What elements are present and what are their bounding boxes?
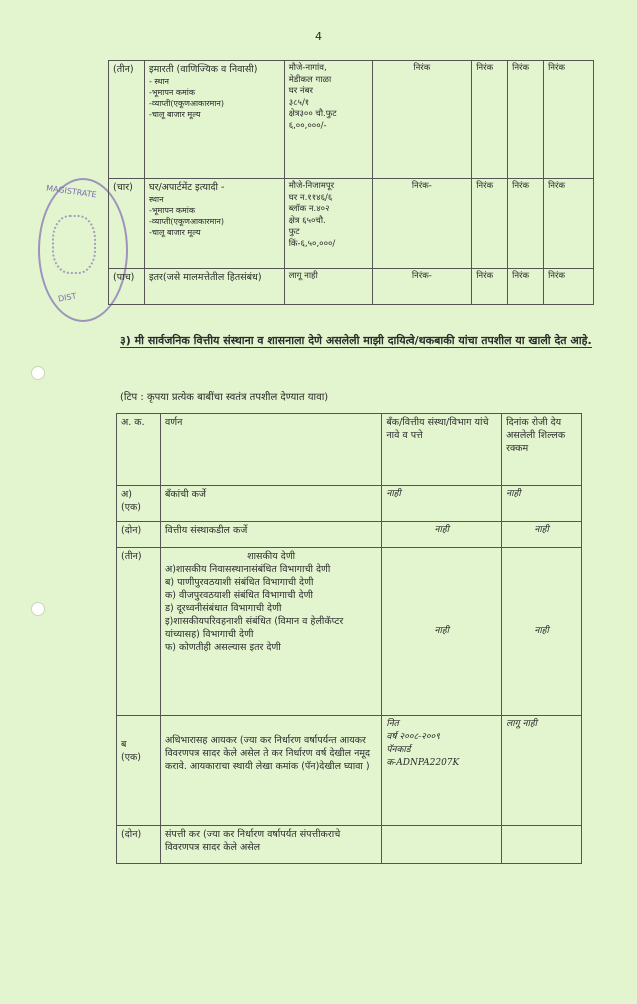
asset-location: लागू नाही [284, 269, 372, 305]
row-description: शासकीय देणी अ)शासकीय निवासस्थानासंबंधित विभागाची देणी ब) पाणीपुरवठयाशी संबंधित विभागाची देणी क) वीजपुरवठयाशी संबंधित विभागाची देणी ड) दूरध्वनीसंबंधात विभागाची देणी इ)शासकीयपरिवहनाशी संबंधित (विमान व हेलीकॅप्टर यांच्यासह) विभागाची देणी फ) कोणतीही असल्यास इतर देणी [160, 548, 381, 716]
row-description: बॅंकांची कर्जे [160, 486, 381, 522]
cell: निरंक [472, 61, 508, 179]
row-due: नाही [502, 548, 582, 716]
row-due [502, 826, 582, 864]
punch-hole [31, 366, 45, 380]
cell: निरंक [508, 61, 544, 179]
row-bank: नित वर्ष २००८-२००९ पॅनकार्ड क-ADNPA2207K [382, 716, 502, 826]
assets-table [108, 60, 594, 305]
row-description: अधिभारासह आयकर (ज्या कर निर्धारण वर्षापर्यन्त आयकर विवरणपत्र सादर केले असेल ते कर निर्धारण वर्ष देखील नमूद करावे. आयकाराचा स्थायी लेखा कमांक (पॅन)देखील घ्यावा ) [160, 716, 381, 826]
row-number: अ) (एक) [117, 486, 161, 522]
table-header-row [117, 414, 582, 486]
row-number: (दोन) [117, 522, 161, 548]
table-row [109, 61, 594, 179]
section-note: (टिप : कृपया प्रत्येक बाबींचा स्वतंत्र तपशील देण्यात यावा) [120, 392, 329, 403]
cell: निरंक [544, 179, 594, 269]
cell: निरंक [544, 269, 594, 305]
asset-description: इमारती (वाणिज्यिक व निवासी) - स्थान -भूमापन कमांक -व्याप्ती(एकूणआकारमान) -चालू बाजार मूल्य [144, 61, 284, 179]
table-row [109, 269, 594, 305]
row-number: (चार) [109, 179, 145, 269]
header-number: अ. क. [117, 414, 161, 486]
cell: निरंक- [372, 179, 472, 269]
liabilities-table [116, 413, 582, 864]
row-due: लागू नाही [502, 716, 582, 826]
row-bank: नाही [382, 548, 502, 716]
table-row [117, 522, 582, 548]
header-description: वर्णन [160, 414, 381, 486]
seal-bottom-text: DIST [57, 291, 78, 304]
row-description: संपत्ती कर (ज्या कर निर्धारण वर्षापर्यत संपत्तीकराचे विवरणपत्र सादर केले असेल [160, 826, 381, 864]
row-due: नाही [502, 486, 582, 522]
table-row [117, 486, 582, 522]
emblem-icon [52, 215, 96, 274]
header-due: दिनांक रोजी देय असलेली शिल्लक रक्कम [502, 414, 582, 486]
asset-description: इतर(जसे मालमत्तेतील हितसंबंध) [144, 269, 284, 305]
cell: निरंक [472, 269, 508, 305]
cell: निरंक [508, 179, 544, 269]
row-description: वित्तीय संस्थाकडील कर्जे [160, 522, 381, 548]
row-bank: नाही [382, 486, 502, 522]
header-bank: बॅंक/वित्तीय संस्था/विभाग यांचे नावे व पत्ते [382, 414, 502, 486]
row-bank [382, 826, 502, 864]
cell: निरंक [544, 61, 594, 179]
asset-location: मौजे-निजामपूर घर न.११४६/६ ब्लॉक न.४०२ क्षेत्र ६५०चौ. फुट किं-६,५०,०००/ [284, 179, 372, 269]
cell: निरंक- [372, 269, 472, 305]
row-number: (तीन) [109, 61, 145, 179]
row-number: ब (एक) [117, 716, 161, 826]
section-heading: ३) मी सार्वजनिक वित्तीय संस्थाना व शासनाला देणे असलेली माझी दायित्वे/थकबाकी यांचा तपशील या खाली देत आहे. [120, 334, 592, 347]
cell: निरंक [372, 61, 472, 179]
seal-top-text: MAGISTRATE [45, 183, 98, 200]
table-row [117, 548, 582, 716]
row-bank: नाही [382, 522, 502, 548]
cell: निरंक [508, 269, 544, 305]
table-row [117, 826, 582, 864]
table-row [117, 716, 582, 826]
asset-description: घर/अपार्टमेंट इत्यादी - स्थान -भूमापन कमांक -व्याप्ती(एकूणआकारमान) -चालू बाजार मूल्य [144, 179, 284, 269]
row-number: (तीन) [117, 548, 161, 716]
cell: निरंक [472, 179, 508, 269]
table-row [109, 179, 594, 269]
asset-location: मौजे-नागांव, मेडीकल गाळा घर नंबर ३८५/१ क्षेत्र३०० चौ.फुट ६,००,०००/- [284, 61, 372, 179]
row-number: (दोन) [117, 826, 161, 864]
row-due: नाही [502, 522, 582, 548]
row-number: (पाच) [109, 269, 145, 305]
punch-hole [31, 602, 45, 616]
page-number: 4 [315, 30, 322, 43]
